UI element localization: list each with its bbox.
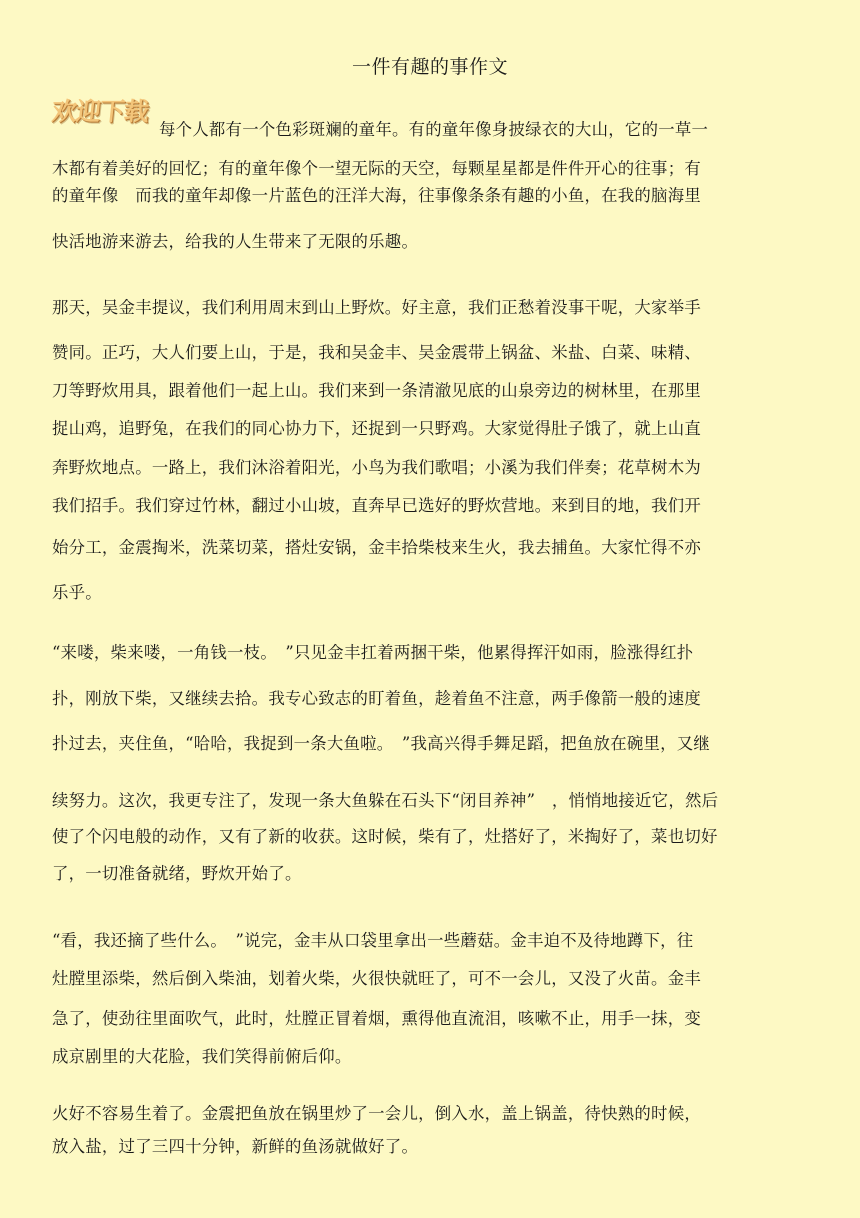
text-line: 奔野炊地点。一路上，我们沐浴着阳光，小鸟为我们歌唱；小溪为我们伴奏；花草树木为 — [52, 458, 701, 477]
text-line: 急了，使劲往里面吹气，此时，灶膛正冒着烟，熏得他直流泪，咳嗽不止，用手一抹，变 — [52, 1009, 701, 1028]
text-line: 使了个闪电般的动作，又有了新的收获。这时候，柴有了，灶搭好了，米掏好了，菜也切好 — [52, 827, 718, 846]
text-line: 木都有着美好的回忆；有的童年像个一望无际的天空，每颗星星都是件件开心的往事；有 — [52, 159, 701, 178]
text-line: 每个人都有一个色彩斑斓的童年。有的童年像身披绿衣的大山，它的一草一 — [159, 120, 709, 139]
text-line: 扑，刚放下柴，又继续去拾。我专心致志的盯着鱼，趁着鱼不注意，两手像箭一般的速度 — [52, 689, 701, 708]
text-line: 的童年像 而我的童年却像一片蓝色的汪洋大海，往事像条条有趣的小鱼，在我的脑海里 — [52, 186, 701, 205]
text-line: 那天，吴金丰提议，我们利用周末到山上野炊。好主意，我们正愁着没事干呢，大家举手 — [52, 298, 701, 317]
text-line: 扑过去，夹住鱼，“哈哈，我捉到一条大鱼啦。 ”我高兴得手舞足蹈，把鱼放在碗里，又继 — [52, 734, 711, 753]
text-line: 赞同。正巧，大人们要上山，于是，我和吴金丰、吴金震带上锅盆、米盐、白菜、味精、 — [52, 343, 701, 362]
text-line: 续努力。这次，我更专注了，发现一条大鱼躲在石头下“闭目养神” ，悄悄地接近它，然后 — [52, 791, 719, 810]
text-line: 刀等野炊用具，跟着他们一起上山。我们来到一条清澈见底的山泉旁边的树林里，在那里 — [52, 381, 701, 400]
text-line: 灶膛里添柴，然后倒入柴油，划着火柴，火很快就旺了，可不一会儿，又没了火苗。金丰 — [52, 969, 701, 988]
text-line: 成京剧里的大花脸，我们笑得前俯后仰。 — [52, 1047, 352, 1066]
text-line: 了，一切准备就绪，野炊开始了。 — [52, 864, 302, 883]
text-line: 快活地游来游去，给我的人生带来了无限的乐趣。 — [52, 232, 419, 251]
watermark-logo: 欢迎下载 — [50, 97, 150, 126]
text-line: “来喽，柴来喽，一角钱一枝。 ”只见金丰扛着两捆干柴，他累得挥汗如雨，脸涨得红扑 — [52, 643, 694, 662]
text-line: 我们招手。我们穿过竹林，翻过小山坡，直奔早已选好的野炊营地。来到目的地，我们开 — [52, 496, 701, 515]
text-line: “看，我还摘了些什么。 ”说完，金丰从口袋里拿出一些蘑菇。金丰迫不及待地蹲下，往 — [52, 931, 694, 950]
text-line: 乐乎。 — [52, 583, 102, 602]
text-line: 捉山鸡，追野兔，在我们的同心协力下，还捉到一只野鸡。大家觉得肚子饿了，就上山直 — [52, 419, 701, 438]
text-line: 始分工，金震掏米，洗菜切菜，搭灶安锅，金丰拾柴枝来生火，我去捕鱼。大家忙得不亦 — [52, 538, 701, 557]
text-line: 火好不容易生着了。金震把鱼放在锅里炒了一会儿，倒入水，盖上锅盖，待快熟的时候， — [52, 1104, 701, 1123]
text-line: 放入盐，过了三四十分钟，新鲜的鱼汤就做好了。 — [52, 1137, 419, 1156]
document-title: 一件有趣的事作文 — [351, 56, 508, 78]
